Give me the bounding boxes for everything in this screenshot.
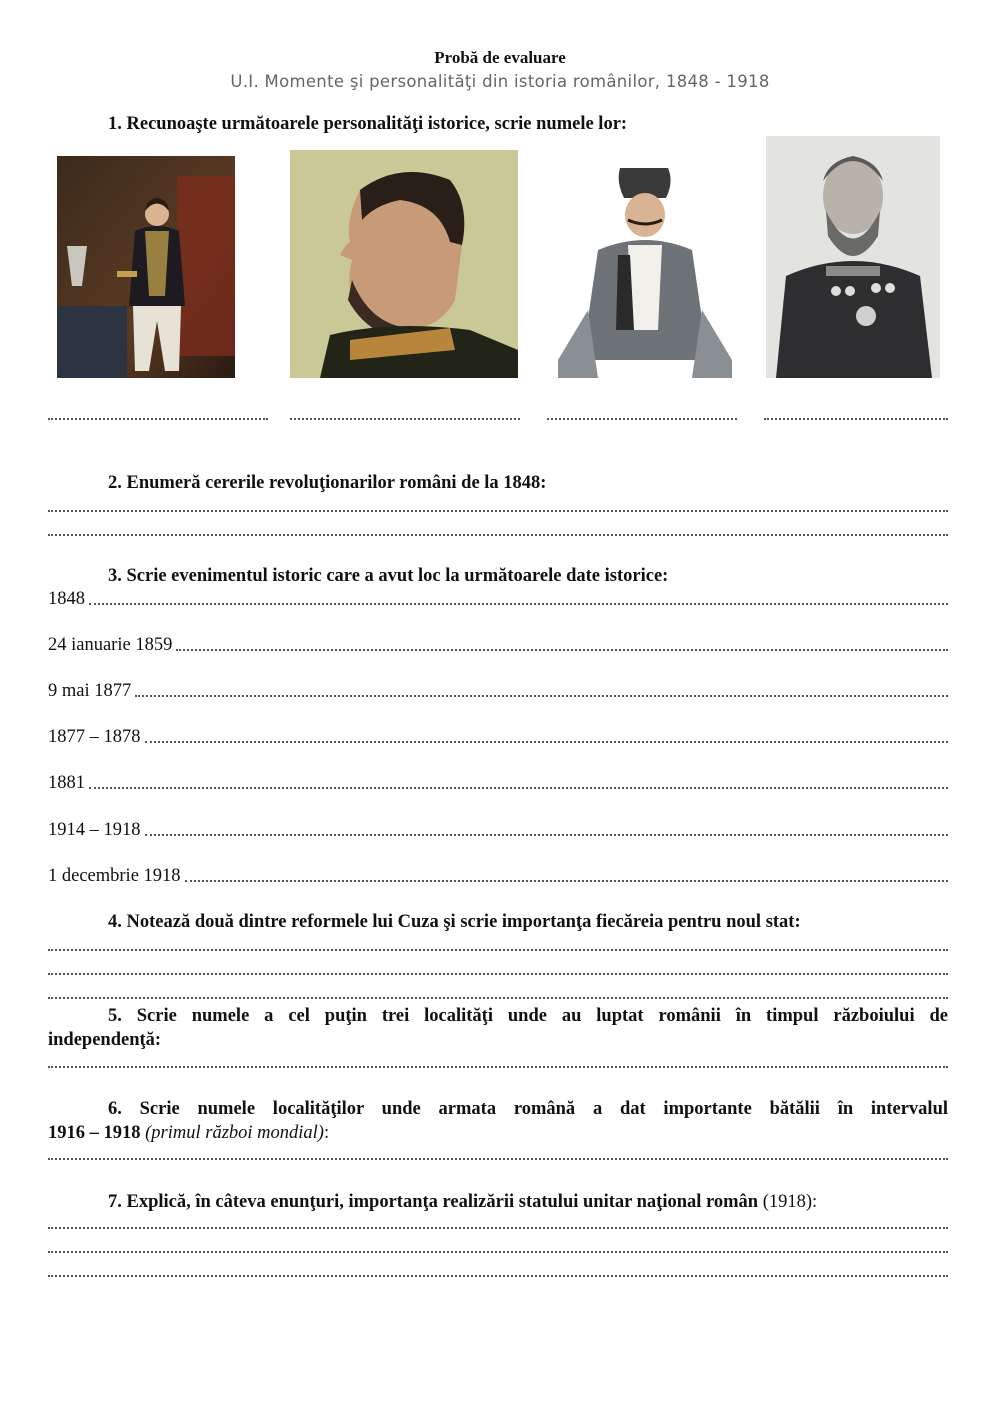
name-line-3[interactable]: [547, 415, 737, 420]
page-subtitle: U.I. Momente şi personalităţi din istoria românilor, 1848 - 1918: [230, 72, 770, 91]
question-5-line-2: independenţă:: [48, 1030, 162, 1050]
date-label: 1914 – 1918: [48, 820, 141, 840]
date-line[interactable]: [48, 635, 948, 656]
page-title: Probă de evaluare: [434, 48, 566, 67]
portrait-3: [558, 160, 732, 378]
answer-line[interactable]: [48, 507, 948, 512]
question-6-years: 1916 – 1918: [48, 1123, 141, 1143]
name-line-4[interactable]: [764, 415, 948, 420]
date-label: 1848: [48, 589, 85, 609]
answer-line[interactable]: [48, 1063, 948, 1068]
date-line[interactable]: [48, 681, 948, 702]
answer-line[interactable]: [48, 1155, 948, 1160]
portrait-2: [290, 150, 518, 378]
question-1: 1. Recunoaşte următoarele personalităţi istorice, scrie numele lor:: [108, 114, 628, 134]
question-6-line-2: [48, 1121, 948, 1145]
answer-line[interactable]: [48, 994, 948, 999]
date-label: 1881: [48, 773, 85, 793]
question-5-line-1: 5. Scrie numele a cel puţin trei localităţi unde au luptat românii în timpul războiului de: [108, 1006, 948, 1026]
portrait-4: [766, 136, 940, 378]
date-line[interactable]: [48, 773, 948, 794]
name-line-2[interactable]: [290, 415, 520, 420]
answer-line[interactable]: [48, 1248, 948, 1253]
question-3: 3. Scrie evenimentul istoric care a avut loc la următoarele date istorice:: [108, 566, 669, 586]
question-7-text: 7. Explică, în câteva enunţuri, importanţa realizării statului unitar naţional român: [108, 1192, 759, 1212]
question-7: [108, 1190, 948, 1214]
date-label: 1877 – 1878: [48, 727, 141, 747]
date-label: 1 decembrie 1918: [48, 866, 181, 886]
answer-line[interactable]: [48, 1224, 948, 1229]
answer-line[interactable]: [48, 946, 948, 951]
question-2: 2. Enumeră cererile revoluţionarilor români de la 1848:: [108, 473, 547, 493]
date-label: 9 mai 1877: [48, 681, 132, 701]
date-line[interactable]: [48, 820, 948, 841]
question-4: 4. Notează două dintre reformele lui Cuza şi scrie importanţa fiecăreia pentru noul stat:: [108, 912, 801, 932]
answer-line[interactable]: [48, 970, 948, 975]
date-line[interactable]: [48, 727, 948, 748]
date-label: 24 ianuarie 1859: [48, 635, 173, 655]
question-6-colon: :: [323, 1123, 330, 1143]
answer-line[interactable]: [48, 1272, 948, 1277]
question-7-year: (1918):: [762, 1192, 818, 1212]
question-6-line-1: 6. Scrie numele localităţilor unde armata română a dat importante bătălii în intervalul: [108, 1099, 948, 1119]
date-line[interactable]: [48, 866, 948, 887]
answer-line[interactable]: [48, 531, 948, 536]
name-line-1[interactable]: [48, 415, 268, 420]
date-line[interactable]: [48, 589, 948, 610]
portrait-1: [57, 156, 235, 378]
question-6-note: (primul război mondial): [145, 1123, 324, 1143]
